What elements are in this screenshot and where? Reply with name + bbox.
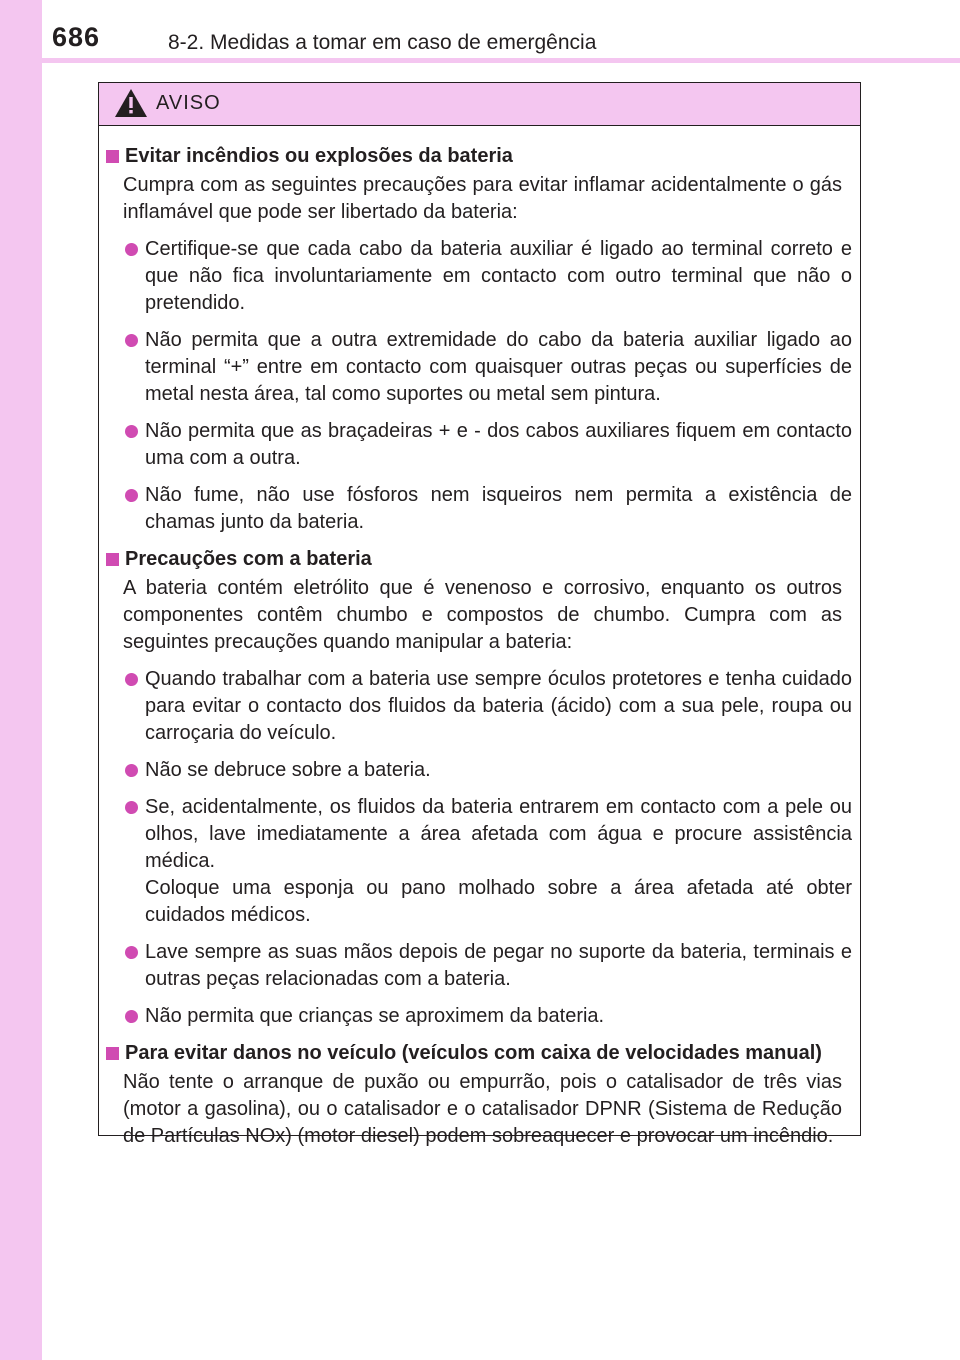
- square-bullet-icon: [106, 1047, 119, 1060]
- round-bullet-icon: [125, 673, 138, 686]
- section-heading-text: Evitar incêndios ou explosões da bateria: [125, 145, 513, 167]
- round-bullet-icon: [125, 1010, 138, 1023]
- bullet-text: Não fume, não use fósforos nem isqueiros nem permita a existência de chamas junto da bateria.: [145, 484, 852, 533]
- warning-section: [105, 1040, 852, 1150]
- warning-label: AVISO: [156, 92, 221, 114]
- square-bullet-icon: [106, 553, 119, 566]
- bullet-item: [105, 666, 852, 747]
- bullet-item: [105, 939, 852, 993]
- bullet-item: [105, 1003, 852, 1030]
- bullet-text: Coloque uma esponja ou pano molhado sobre a área afetada até obter cuidados médicos.: [145, 877, 852, 926]
- bullet-item: [105, 482, 852, 536]
- section-heading-text: Precauções com a bateria: [125, 548, 372, 570]
- bullet-text: Não permita que crianças se aproximem da bateria.: [145, 1005, 605, 1027]
- bullet-text: Se, acidentalmente, os fluidos da bateria entrarem em contacto com a pele ou olhos, lave imediatamente a área afetada com água e procure assistência médica.: [145, 796, 852, 872]
- section-heading: [105, 143, 852, 170]
- section-heading: [105, 1040, 852, 1067]
- warning-section: [105, 143, 852, 536]
- warning-triangle-icon: [113, 87, 149, 119]
- page-number: 686: [52, 22, 101, 52]
- side-color-strip: [0, 0, 42, 1360]
- header-rule: [42, 58, 960, 63]
- section-intro: Não tente o arranque de puxão ou empurrão, pois o catalisador de três vias (motor a gasolina), ou o catalisador e o catalisador DPNR (Sistema de Redução de Partículas NOx) (motor diesel) podem sobreaquecer e provocar um incêndio.: [123, 1071, 842, 1147]
- bullet-text: Não se debruce sobre a bateria.: [145, 759, 431, 781]
- bullet-text: Certifique-se que cada cabo da bateria auxiliar é ligado ao terminal correto e que não fica involuntariamente em contacto com outro terminal que não o pretendido.: [145, 238, 852, 314]
- bullet-item: [105, 418, 852, 472]
- round-bullet-icon: [125, 425, 138, 438]
- square-bullet-icon: [106, 150, 119, 163]
- bullet-item: [105, 236, 852, 317]
- warning-section: [105, 546, 852, 1030]
- round-bullet-icon: [125, 243, 138, 256]
- bullet-text: Não permita que as braçadeiras + e - dos cabos auxiliares fiquem em contacto uma com a outra.: [145, 420, 852, 469]
- section-title: 8-2. Medidas a tomar em caso de emergência: [168, 31, 597, 54]
- warning-box: [98, 82, 861, 1147]
- round-bullet-icon: [125, 801, 138, 814]
- round-bullet-icon: [125, 946, 138, 959]
- bullet-text: Não permita que a outra extremidade do cabo da bateria auxiliar ligado ao terminal “+” entre em contacto com quaisquer outras peças ou superfícies de metal nesta área, tal como suportes ou metal sem pintura.: [145, 329, 852, 405]
- section-intro: A bateria contém eletrólito que é venenoso e corrosivo, enquanto os outros componentes contêm chumbo e compostos de chumbo. Cumpra com as seguintes precauções quando manipular a bateria:: [123, 577, 842, 653]
- warning-body: [99, 126, 860, 1150]
- round-bullet-icon: [125, 334, 138, 347]
- section-intro: Cumpra com as seguintes precauções para evitar inflamar acidentalmente o gás inflamável que pode ser libertado da bateria:: [123, 174, 842, 223]
- bullet-item: [105, 327, 852, 408]
- bullet-text: Lave sempre as suas mãos depois de pegar no suporte da bateria, terminais e outras peças relacionadas com a bateria.: [145, 941, 852, 990]
- section-heading: [105, 546, 852, 573]
- warning-header: [99, 83, 860, 126]
- section-heading-text: Para evitar danos no veículo (veículos com caixa de velocidades manual): [125, 1042, 822, 1064]
- round-bullet-icon: [125, 764, 138, 777]
- bullet-item: [105, 757, 852, 784]
- round-bullet-icon: [125, 489, 138, 502]
- bullet-item: [105, 794, 852, 929]
- bullet-text: Quando trabalhar com a bateria use sempre óculos protetores e tenha cuidado para evitar o contacto dos fluidos da bateria (ácido) com a sua pele, roupa ou carroçaria do veículo.: [145, 668, 852, 744]
